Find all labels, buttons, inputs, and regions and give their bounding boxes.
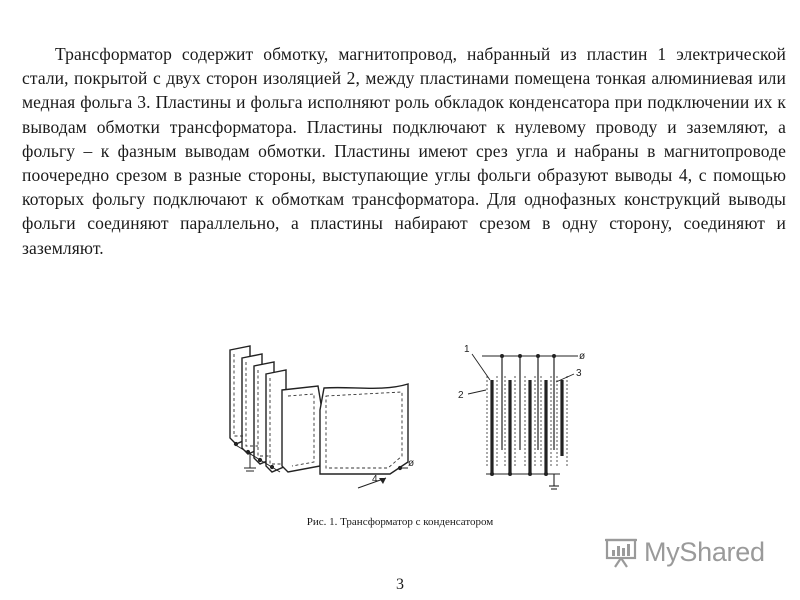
watermark-logo: [604, 536, 765, 568]
figure-plates-stack: [222, 340, 422, 500]
label-phase-right: ø: [579, 351, 586, 362]
label-insulation-2: 2: [458, 390, 464, 401]
page-number: 3: [396, 576, 404, 593]
presentation-board-icon: [604, 536, 640, 568]
figure-caption: Рис. 1. Трансформатор с конденсатором: [306, 516, 494, 528]
plate-front-left: [282, 386, 322, 472]
watermark-text: MyShared: [644, 536, 765, 567]
figure-cross-section: [450, 340, 590, 500]
body-paragraph: Трансформатор содержит обмотку, магнитопровод, набранный из пластин 1 электрической стали, покрытой с двух сторон изоляцией 2, между пластинами помещена тонкая алюминиевая или медная фольга 3. Пластины и фольга исполняют роль обкладок конденсатора при подключении их к выводам обмотки трансформатора. Пластины подключают к нулевому проводу и заземляют, а фольгу – к фазным выводам обмотки. Пластины имеют срез угла и набраны в магнитопроводе поочередно срезом в разные стороны, выступающие углы фольги образуют выводы 4, с помощью которых фольгу подключают к обмоткам трансформатора. Для однофазных конструкций выводы фольги соединяют параллельно, а пластины набирают срезом в одну сторону, соединяют и заземляют.: [22, 44, 786, 258]
label-lead-4: 4: [372, 474, 378, 485]
label-foil-3: 3: [576, 368, 582, 379]
label-plate-1: 1: [464, 344, 470, 355]
label-phase-left: ø: [408, 458, 415, 469]
plate-front-right: [320, 384, 408, 474]
